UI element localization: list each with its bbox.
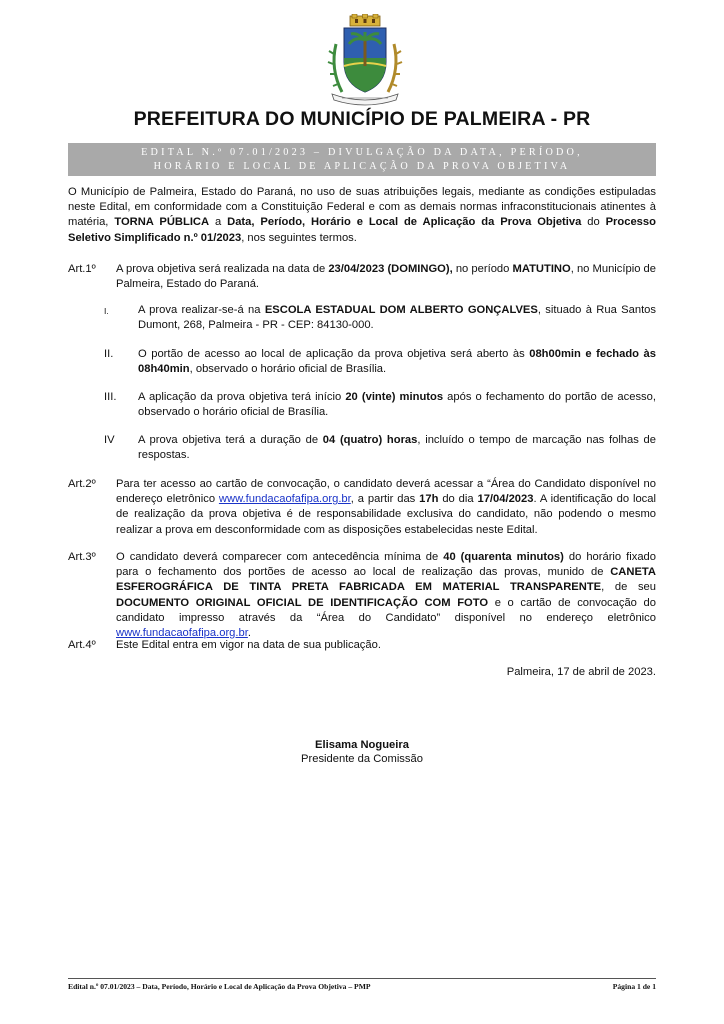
date-line: Palmeira, 17 de abril de 2023. — [506, 666, 656, 678]
item-text: , incluído o tempo de marcação nas folhas de respostas. — [138, 434, 657, 462]
article-text: , de seu — [601, 581, 657, 594]
article-text: no período — [452, 263, 513, 275]
page-title: PREFEITURA DO MUNICÍPIO DE PALMEIRA - PR — [133, 108, 591, 130]
signature-block — [0, 738, 724, 766]
item-text: A prova realizar-se-á na — [138, 304, 265, 316]
article-bold: MATUTINO — [512, 263, 571, 275]
article-bold: 17/04/2023 — [477, 493, 534, 506]
article-text: do dia — [438, 493, 478, 506]
article-text: Para ter acesso ao cartão de convocação, o candidato deverá acessar a “Área do Candidato disponível no endereço eletrônico — [116, 478, 656, 506]
intro-text: a — [209, 216, 228, 229]
article-text: Este Edital entra em vigor na data de sua publicação. — [116, 639, 381, 651]
article-bold: 40 (quarenta minutos) — [443, 551, 564, 563]
list-item — [104, 303, 656, 333]
article-number: Art.4º — [68, 639, 96, 651]
article-text: A prova objetiva será realizada na data de — [116, 263, 329, 275]
signatory-role: Presidente da Comissão — [301, 753, 423, 765]
page-number: Página 1 de 1 — [612, 982, 656, 991]
list-item — [104, 347, 656, 377]
signatory-name: Elisama Nogueira — [315, 739, 409, 751]
article-number: Art.3º — [68, 551, 96, 563]
article-number: Art.1º — [68, 263, 96, 275]
article-1 — [68, 262, 656, 292]
edital-title-line-1: EDITAL N.º 07.01/2023 – DIVULGAÇÃO DA DATA, PERÍODO, — [141, 147, 583, 158]
page-footer — [68, 982, 656, 991]
fundacao-fafipa-link[interactable]: www.fundacaofafipa.org.br — [116, 627, 248, 640]
item-number: I. — [104, 306, 109, 316]
municipal-coat-of-arms-icon — [324, 14, 406, 106]
item-text: , situado à Rua Santos Dumont, 268, Palmeira - PR - CEP: 84130-000. — [138, 304, 656, 332]
article-number: Art.2º — [68, 478, 96, 490]
intro-paragraph — [68, 185, 656, 246]
article-3 — [68, 550, 656, 641]
intro-text: do — [581, 216, 606, 229]
item-number: IV — [104, 434, 115, 446]
intro-bold: Processo Seletivo Simplificado n.º 01/2023 — [68, 216, 656, 244]
article-4 — [68, 638, 656, 653]
item-bold: 20 (vinte) minutos — [345, 391, 444, 403]
article-bold: CANETA ESFEROGRÁFICA DE TINTA PRETA FABRICADA EM MATERIAL TRANSPARENTE — [116, 566, 656, 594]
list-item — [104, 433, 656, 463]
list-item — [104, 390, 656, 420]
article-text: , a partir das — [350, 493, 420, 506]
article-bold: 23/04/2023 (DOMINGO), — [328, 263, 453, 275]
intro-bold: Data, Período, Horário e Local de Aplicação da Prova Objetiva — [227, 216, 582, 229]
edital-title-band — [68, 143, 656, 176]
item-number: II. — [104, 348, 114, 360]
article-text: O candidato deverá comparecer com antecedência mínima de — [116, 551, 444, 563]
article-bold: 17h — [419, 493, 439, 506]
item-bold: 04 (quatro) horas — [322, 434, 418, 446]
intro-text: O Município de Palmeira, Estado do Paraná, no uso de suas atribuições legais, mediante as condições estipuladas neste Edital, em conformidade com a Constituição Federal e com as demais normas infraconstitucionais atinentes à matéria, — [68, 186, 656, 229]
intro-text: , nos seguintes termos. — [241, 231, 357, 244]
item-text: A aplicação da prova objetiva terá início — [138, 391, 346, 403]
footer-divider — [68, 978, 656, 979]
item-number: III. — [104, 391, 117, 403]
edital-title-line-2: HORÁRIO E LOCAL DE APLICAÇÃO DA PROVA OBJETIVA — [153, 161, 571, 172]
intro-bold: TORNA PÚBLICA — [114, 216, 210, 229]
footer-left-text: Edital n.º 07.01/2023 – Data, Período, Horário e Local de Aplicação da Prova Objetiva – PMP — [68, 982, 371, 991]
item-text: A prova objetiva terá a duração de — [138, 434, 323, 446]
article-text: do horário fixado para o fechamento dos portões de acesso ao local de realização das provas, munido de — [116, 551, 656, 579]
item-bold: 08h00min e fechado às 08h40min — [138, 348, 656, 376]
article-bold: DOCUMENTO ORIGINAL OFICIAL DE IDENTIFICAÇÃO COM FOTO — [116, 596, 489, 609]
article-2 — [68, 477, 656, 538]
article-text: . — [247, 627, 251, 640]
item-text: O portão de acesso ao local de aplicação da prova objetiva será aberto às — [138, 348, 530, 360]
article-text: . A identificação do local de realização da prova objetiva é de responsabilidade exclusiva do candidato, não podendo o mesmo realizar a prova em desconformidade com as disposições estabelecidas neste Edital. — [116, 493, 656, 536]
item-text: após o fechamento do portão de acesso, observado o horário oficial de Brasília. — [138, 391, 656, 419]
fundacao-fafipa-link[interactable]: www.fundacaofafipa.org.br — [218, 493, 351, 506]
item-bold: ESCOLA ESTADUAL DOM ALBERTO GONÇALVES — [264, 304, 538, 316]
article-text: , no Município de Palmeira, Estado do Paraná. — [116, 263, 657, 291]
article-text: e o cartão de convocação do candidato impresso através da “Área do Candidato” disponível no endereço eletrônico — [116, 596, 656, 624]
item-text: , observado o horário oficial de Brasília. — [189, 363, 387, 376]
